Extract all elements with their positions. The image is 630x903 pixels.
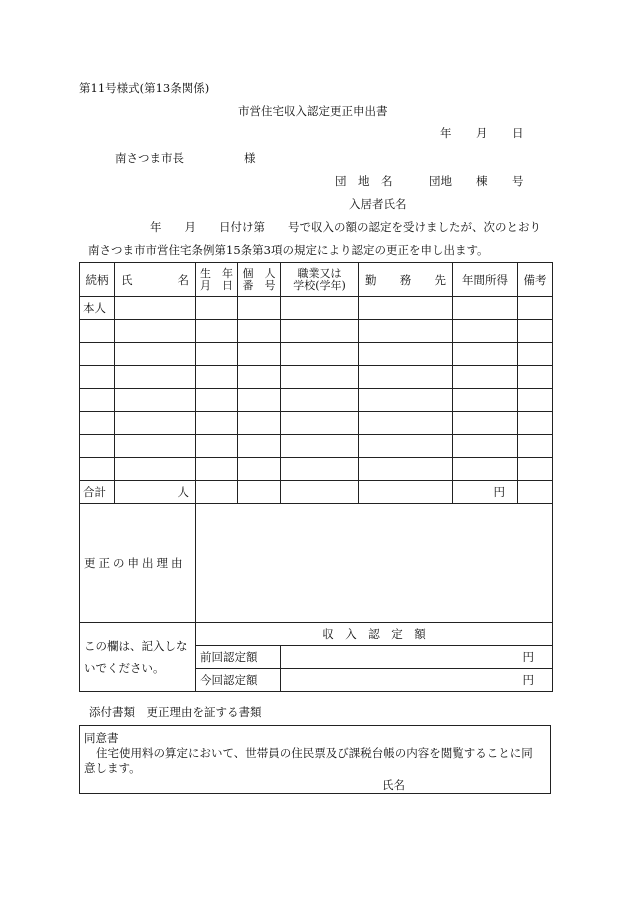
table-cell[interactable] xyxy=(518,366,553,389)
header-relation: 続柄 xyxy=(80,263,115,297)
table-cell[interactable] xyxy=(453,435,518,458)
table-cell[interactable] xyxy=(238,343,281,366)
table-cell[interactable] xyxy=(281,435,359,458)
reason-row xyxy=(80,504,553,623)
header-birth-b: 月 日 xyxy=(200,278,233,292)
table-cell[interactable] xyxy=(453,297,518,320)
table-cell[interactable] xyxy=(115,366,196,389)
danchi-label: 団 地 名 xyxy=(335,174,393,188)
room-label: 号 xyxy=(512,174,524,188)
table-cell[interactable] xyxy=(80,343,115,366)
table-cell[interactable] xyxy=(518,435,553,458)
header-job-a: 職業又は xyxy=(297,266,342,280)
danchi-value: 団地 xyxy=(429,174,452,188)
table-cell[interactable] xyxy=(196,412,238,435)
table-row xyxy=(80,343,553,366)
form-title: 市営住宅収入認定更正申出書 xyxy=(238,104,388,118)
header-number-b: 番 号 xyxy=(242,278,276,292)
header-birth-a: 生 年 xyxy=(200,266,233,280)
table-cell[interactable] xyxy=(80,412,115,435)
header-birthdate xyxy=(196,263,238,297)
addressee-name: 南さつま市長 xyxy=(115,151,184,165)
office-header-row xyxy=(80,623,553,646)
table-cell[interactable] xyxy=(359,297,453,320)
table-cell[interactable] xyxy=(359,481,453,504)
table-cell[interactable] xyxy=(196,297,238,320)
table-cell[interactable] xyxy=(80,435,115,458)
header-work-c: 先 xyxy=(434,272,446,287)
table-cell[interactable] xyxy=(518,481,553,504)
table-row xyxy=(80,366,553,389)
office-note-line1: この欄は、記入しな xyxy=(84,639,188,653)
table-cell[interactable] xyxy=(196,366,238,389)
addressee-honorific: 様 xyxy=(244,151,256,165)
header-remarks: 備考 xyxy=(518,263,553,297)
table-cell[interactable] xyxy=(518,297,553,320)
table-cell[interactable] xyxy=(518,412,553,435)
table-cell[interactable] xyxy=(115,297,196,320)
table-cell[interactable] xyxy=(196,458,238,481)
table-cell[interactable] xyxy=(281,320,359,343)
table-cell[interactable] xyxy=(238,435,281,458)
table-row xyxy=(80,297,553,320)
table-cell[interactable] xyxy=(359,412,453,435)
date-day: 日 xyxy=(512,126,524,140)
table-cell[interactable] xyxy=(238,320,281,343)
statement-line2: 南さつま市市営住宅条例第15条第3項の規定により認定の更正を申し出ます。 xyxy=(88,243,489,257)
office-note xyxy=(80,623,196,692)
table-cell[interactable] xyxy=(518,343,553,366)
table-cell[interactable] xyxy=(453,412,518,435)
table-cell[interactable] xyxy=(453,320,518,343)
date-month: 月 xyxy=(476,126,488,140)
table-row xyxy=(80,389,553,412)
table-row xyxy=(80,435,553,458)
header-number-a: 個 人 xyxy=(242,266,276,280)
table-cell[interactable] xyxy=(453,366,518,389)
table-cell[interactable] xyxy=(359,320,453,343)
total-row xyxy=(80,481,553,504)
table-cell[interactable] xyxy=(238,366,281,389)
total-yen-unit: 円 xyxy=(453,481,518,504)
table-cell[interactable] xyxy=(281,366,359,389)
table-cell[interactable] xyxy=(115,435,196,458)
header-workplace xyxy=(359,263,453,297)
table-cell[interactable] xyxy=(196,389,238,412)
table-cell[interactable] xyxy=(196,320,238,343)
table-cell[interactable] xyxy=(359,343,453,366)
table-cell[interactable] xyxy=(238,297,281,320)
header-name xyxy=(115,263,196,297)
table-cell[interactable] xyxy=(518,458,553,481)
consent-line2: 意します。 xyxy=(84,761,141,775)
table-cell[interactable] xyxy=(281,458,359,481)
table-cell[interactable] xyxy=(238,481,281,504)
current-amount-label: 今回認定額 xyxy=(196,669,281,692)
header-job-b: 学校(学年) xyxy=(293,278,346,292)
resident-name-label: 入居者氏名 xyxy=(349,197,407,211)
table-cell[interactable] xyxy=(359,366,453,389)
household-table xyxy=(79,262,553,692)
table-cell[interactable] xyxy=(196,435,238,458)
table-cell[interactable] xyxy=(281,297,359,320)
consent-title: 同意書 xyxy=(84,731,119,745)
total-persons-unit: 人 xyxy=(115,481,196,504)
office-note-line2: いでください。 xyxy=(84,661,165,675)
table-cell[interactable] xyxy=(453,458,518,481)
header-personal-number xyxy=(238,263,281,297)
statement-line1: 年 月 日付け第 号で収入の額の認定を受けましたが、次のとおり xyxy=(150,220,541,234)
income-certified-header: 収 入 認 定 額 xyxy=(196,623,553,646)
table-cell[interactable] xyxy=(281,481,359,504)
previous-amount-label: 前回認定額 xyxy=(196,646,281,669)
table-cell[interactable] xyxy=(80,389,115,412)
table-cell[interactable] xyxy=(453,343,518,366)
table-cell[interactable] xyxy=(115,343,196,366)
consent-line1: 住宅使用料の算定において、世帯員の住民票及び課税台帳の内容を閲覧することに同 xyxy=(96,746,533,760)
table-cell[interactable] xyxy=(115,320,196,343)
table-row xyxy=(80,412,553,435)
table-cell[interactable] xyxy=(115,389,196,412)
table-cell[interactable] xyxy=(281,412,359,435)
date-year: 年 xyxy=(440,126,452,140)
consent-name-label: 氏名 xyxy=(382,778,405,792)
table-header-row xyxy=(80,263,553,297)
table-cell[interactable] xyxy=(80,458,115,481)
table-cell[interactable] xyxy=(238,458,281,481)
header-work-a: 勤 xyxy=(365,272,377,287)
form-number: 第11号様式(第13条関係) xyxy=(79,81,210,95)
table-cell[interactable] xyxy=(281,343,359,366)
header-work-b: 務 xyxy=(399,272,412,287)
table-row xyxy=(80,458,553,481)
table-cell[interactable] xyxy=(115,412,196,435)
total-label: 合計 xyxy=(80,481,115,504)
relation-cell-self: 本人 xyxy=(80,297,115,320)
table-cell[interactable] xyxy=(518,389,553,412)
table-cell[interactable] xyxy=(518,320,553,343)
table-cell[interactable] xyxy=(238,389,281,412)
reason-label: 更正の申出理由 xyxy=(80,504,196,623)
header-occupation xyxy=(281,263,359,297)
table-cell[interactable] xyxy=(453,389,518,412)
header-name-a: 氏 xyxy=(121,272,133,287)
table-cell[interactable] xyxy=(115,458,196,481)
current-amount-value[interactable]: 円 xyxy=(281,669,553,692)
table-cell[interactable] xyxy=(281,389,359,412)
consent-box xyxy=(79,725,551,794)
table-row xyxy=(80,320,553,343)
reason-input[interactable] xyxy=(196,504,553,623)
table-cell[interactable] xyxy=(80,366,115,389)
header-name-b: 名 xyxy=(177,272,189,287)
table-cell[interactable] xyxy=(80,320,115,343)
previous-amount-value[interactable]: 円 xyxy=(281,646,553,669)
building-label: 棟 xyxy=(476,174,488,188)
table-cell[interactable] xyxy=(359,435,453,458)
table-cell[interactable] xyxy=(359,389,453,412)
header-annual-income: 年間所得 xyxy=(453,263,518,297)
table-cell[interactable] xyxy=(359,458,453,481)
table-cell[interactable] xyxy=(196,481,238,504)
table-cell[interactable] xyxy=(196,343,238,366)
attachments-note: 添付書類 更正理由を証する書類 xyxy=(89,705,262,719)
table-cell[interactable] xyxy=(238,412,281,435)
